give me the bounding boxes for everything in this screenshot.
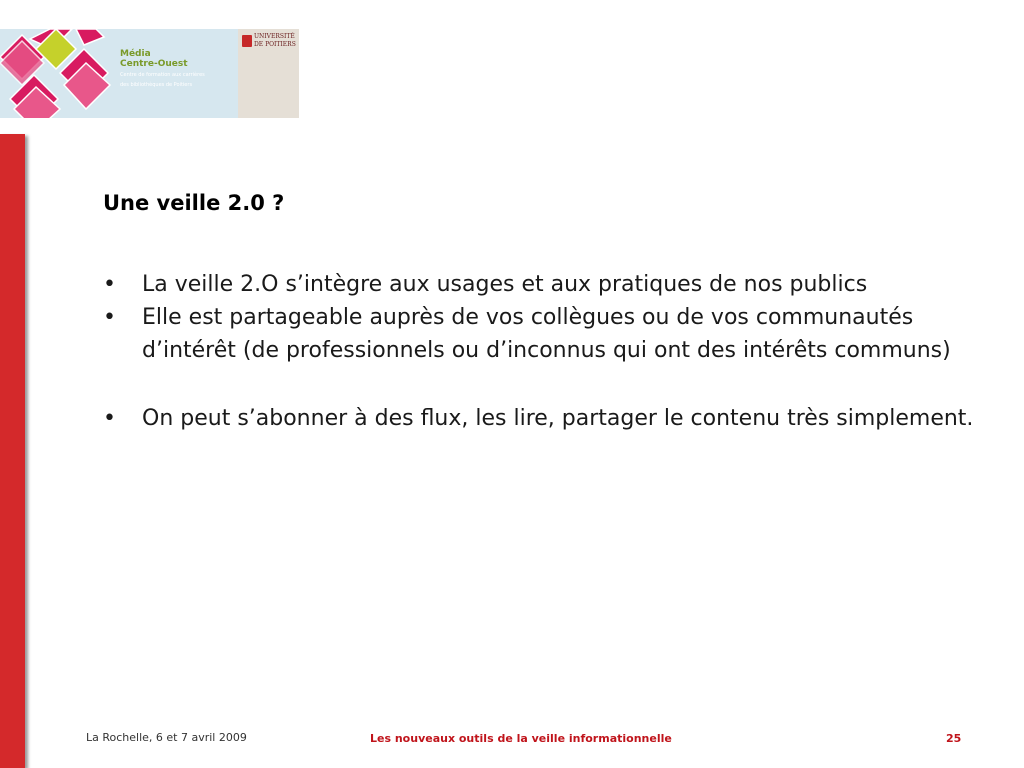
bullet-item bbox=[103, 301, 983, 367]
bullet-text: On peut s’abonner à des flux, les lire, partager le contenu très simplement. bbox=[142, 406, 974, 431]
logo-tagline-line2: des bibliothèques de Poitiers bbox=[120, 82, 193, 88]
university-name-line2: DE POITIERS bbox=[254, 41, 296, 48]
footer-page-number: 25 bbox=[946, 732, 962, 745]
university-name-line1: UNIVERSITÉ bbox=[254, 33, 295, 40]
bullet-item bbox=[103, 268, 983, 301]
footer-presentation-title: Les nouveaux outils de la veille informationnelle bbox=[370, 732, 672, 745]
bullet-text: Elle est partageable auprès de vos collègues ou de vos communautés d’intérêt (de professionnels ou d’inconnus qui ont des intérêts communs) bbox=[142, 305, 951, 363]
slide-title: Une veille 2.0 ? bbox=[103, 191, 285, 215]
red-side-bar bbox=[0, 134, 25, 768]
footer-location-date: La Rochelle, 6 et 7 avril 2009 bbox=[86, 731, 247, 744]
stacked-blocks-logo-icon bbox=[0, 29, 118, 118]
bullet-dot-icon: • bbox=[103, 406, 116, 431]
logo-brand-line1: Média bbox=[120, 49, 151, 59]
logo-tagline-line1: Centre de formation aux carrières bbox=[120, 72, 205, 78]
bullet-dot-icon: • bbox=[103, 305, 116, 330]
university-name bbox=[254, 33, 299, 49]
crest-icon bbox=[242, 35, 252, 47]
media-centre-ouest-logo bbox=[0, 29, 299, 118]
bullet-list bbox=[103, 268, 983, 435]
logo-brand-line2: Centre-Ouest bbox=[120, 59, 188, 69]
universite-de-poitiers-logo bbox=[238, 29, 299, 118]
logo-text bbox=[120, 49, 238, 89]
bullet-dot-icon: • bbox=[103, 272, 116, 297]
bullet-item bbox=[103, 402, 983, 435]
bullet-text: La veille 2.O s’intègre aux usages et aux pratiques de nos publics bbox=[142, 272, 868, 297]
